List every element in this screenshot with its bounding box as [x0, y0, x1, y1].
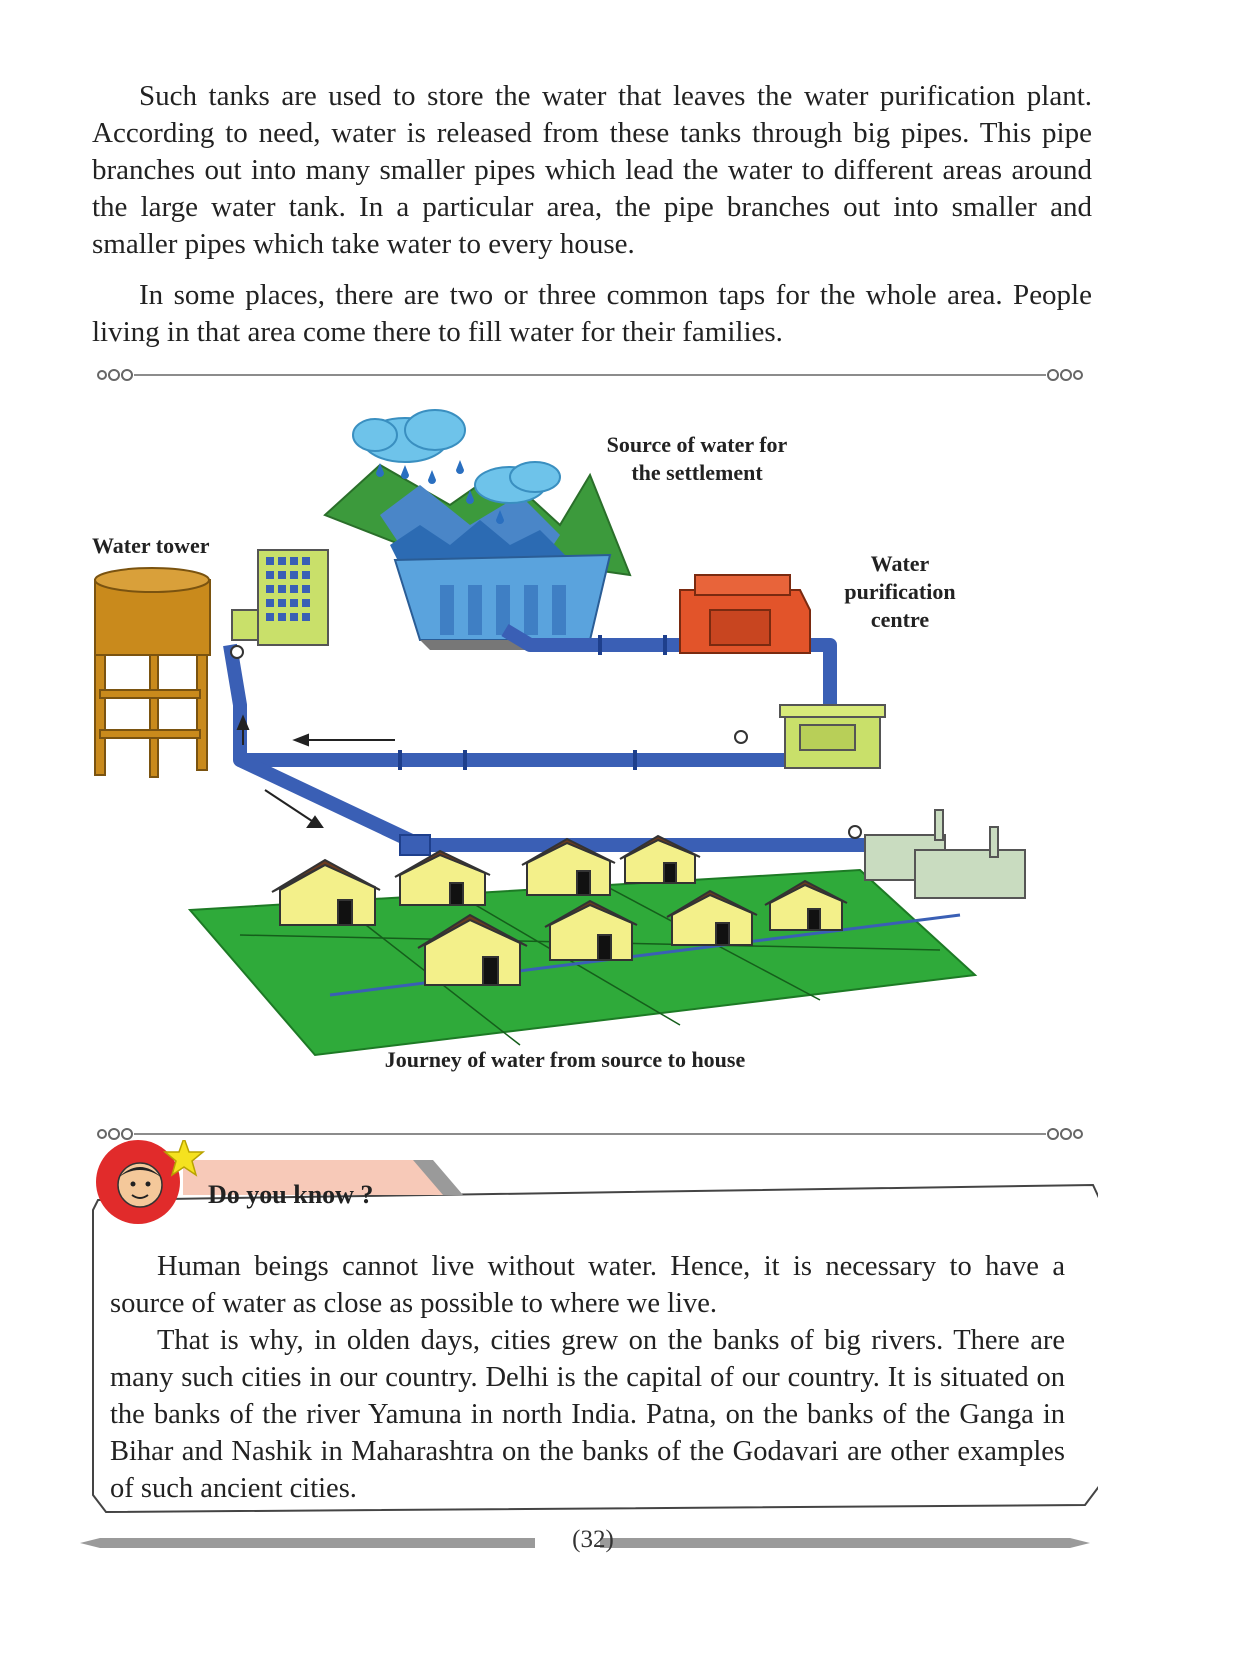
do-you-know-paragraph: Human beings cannot live without water. Hence, it is necessary to have a source of water as close as possible to where we live. [110, 1251, 1065, 1319]
source-label: Source of water for [606, 432, 788, 457]
water-journey-diagram [0, 395, 1241, 1125]
apartment-building-icon [232, 550, 328, 645]
factory-icon [865, 810, 1025, 898]
do-you-know-text [110, 1248, 1065, 1507]
purification-label: Water [870, 551, 930, 576]
water-tower-icon [95, 568, 210, 777]
do-you-know-title: Do you know ? [208, 1180, 374, 1209]
section-divider-top [92, 366, 1088, 384]
water-tower-label: Water tower [92, 533, 210, 558]
page-number: (32) [572, 1526, 614, 1553]
diagram-caption: Journey of water from source to house [384, 1047, 746, 1072]
paragraph-tanks: Such tanks are used to store the water that leaves the water purification plant. According to need, water is released from these tanks through big pipes. This pipe branches out into many smaller pipes which lead the water to different areas around the large water tank. In a particular area, the pipe branches out into smaller and smaller pipes which take water to every house. [92, 80, 1092, 260]
purification-label-line2: purification [844, 579, 956, 604]
paragraph-common-taps: In some places, there are two or three common taps for the whole area. People living in that area come there to fill water for their families. [92, 279, 1092, 348]
do-you-know-paragraph: That is why, in olden days, cities grew on the banks of big rivers. There are many such cities in our country. Delhi is the capital of our country. It is situated on the banks of the river Yamuna in north India. Patna, on the banks of the Ganga in Bihar and Nashik in Maharashtra on the banks of the Godavari are other examples of such ancient cities. [110, 1325, 1065, 1504]
purification-label-line3: centre [870, 607, 930, 632]
source-label-line2: the settlement [631, 460, 763, 485]
water-pipes [230, 630, 870, 845]
